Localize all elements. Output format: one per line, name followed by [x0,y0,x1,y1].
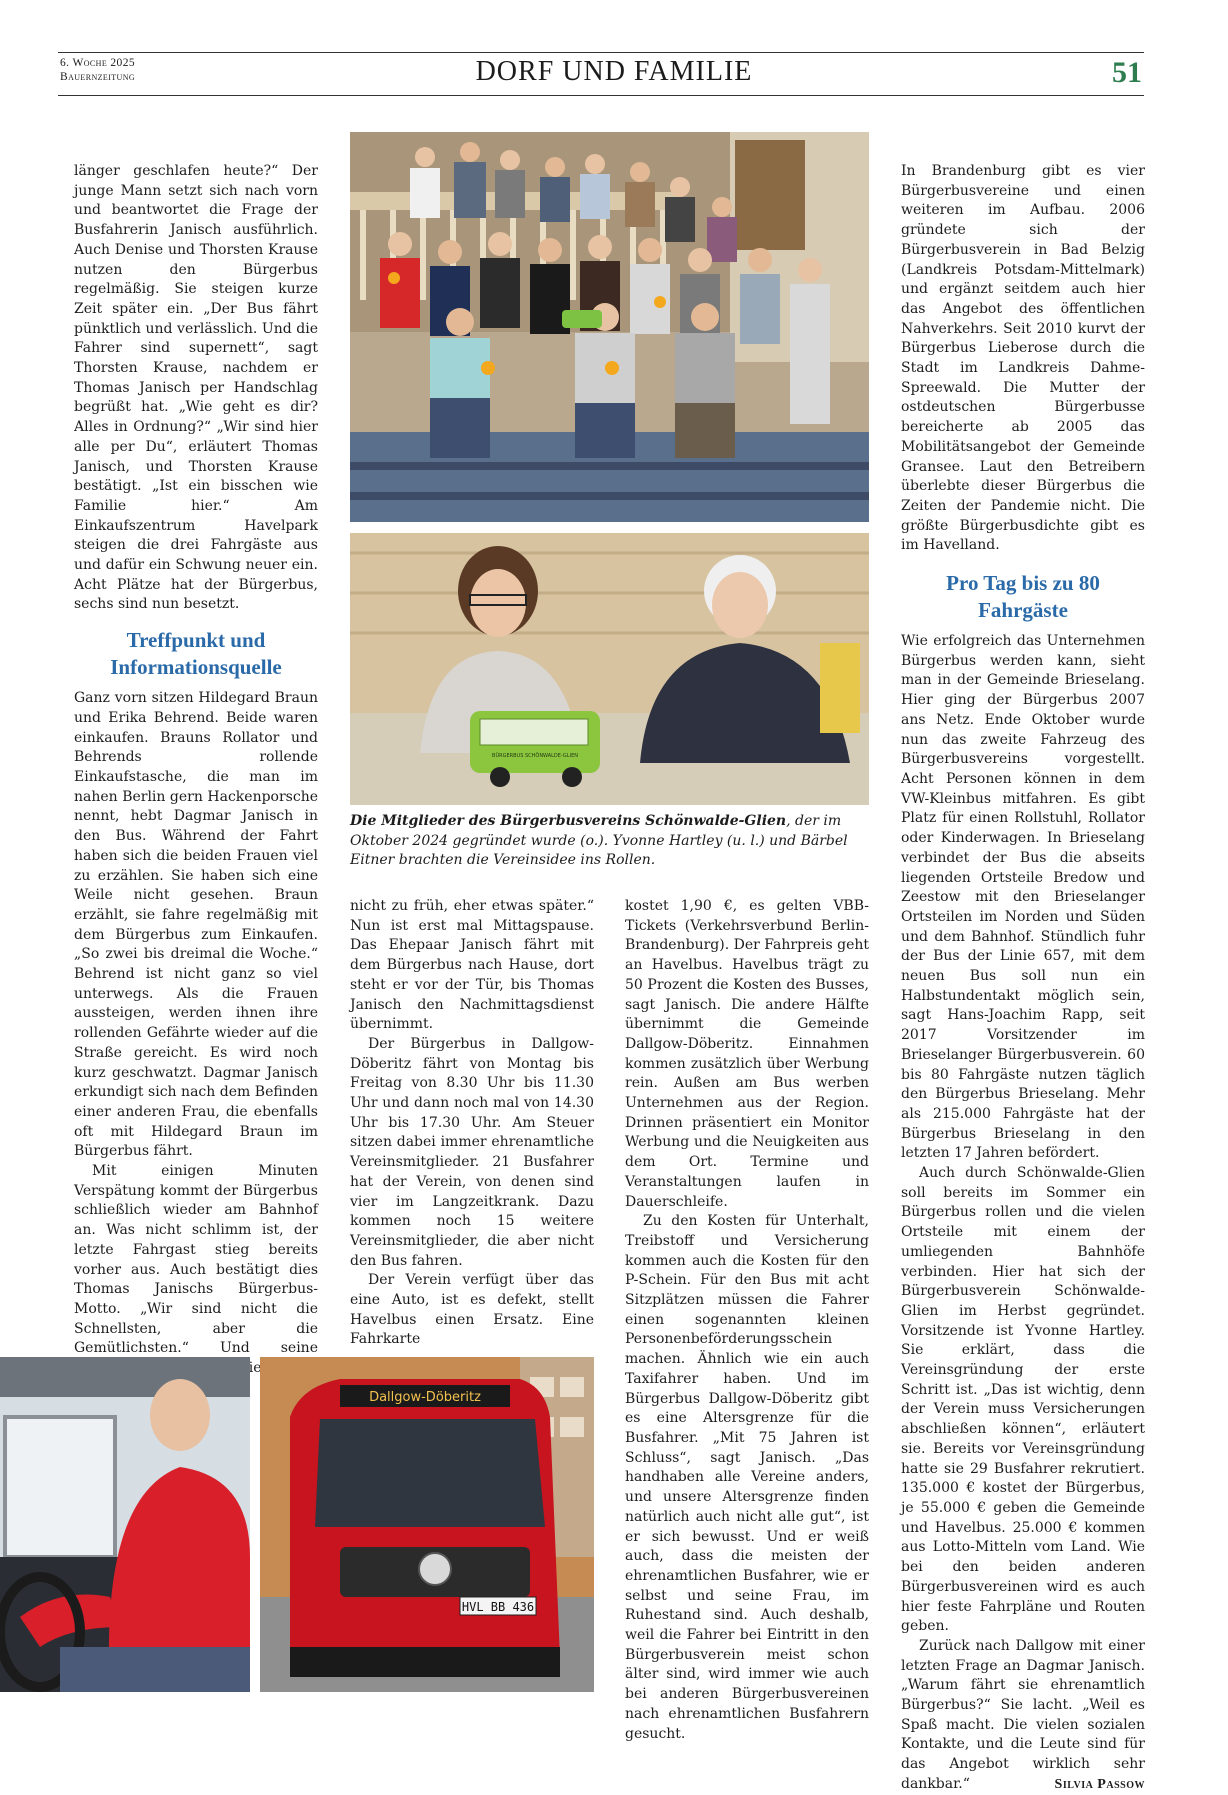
header-top-rule [58,52,1144,53]
founders-photo [350,533,869,805]
model-bus-label: BÜRGERBUS SCHÖNWALDE-GLIEN [492,753,578,759]
group-photo [350,132,869,522]
bus-photo [260,1357,594,1692]
col4-para-1: In Brandenburg gibt es vier Bürgerbusvereine und einen weiteren im Aufbau. 2006 gründete sich der Bürgerbusverein in Bad Belzig (Landkreis Potsdam-Mittelmark) und ergänzt seitdem auch hier das Angebot des öffentlichen Nahverkehrs. Seit 2010 kurvt der Bürgerbus Lieberose durch die Stadt im Landkreis Dahme-Spreewald. Die Mutter der ostdeutschen Bürgerbusse bereicherte ab 2005 das Mobilitätsangebot der Gemeinde Gransee. Laut den Betreibern überlebte dieser Bürgerbus die Zeiten der Pandemie nicht. Die größte Bürgerbusdichte gibt es im Havelland. [901,163,1145,554]
column-4 [901,162,1145,1795]
column-3 [625,897,869,1744]
photo-caption [350,812,870,871]
col3-para-2: Zu den Kosten für Unterhalt, Treibstoff und Versicherung kommen auch die Kosten für den P-Schein. Für den Bus mit acht Sitzplätzen müssen die Fahrer einen sogenannten kleinen Personenbeförderungsschein machen. Ähnlich wie ein auch Taxifahrer haben. Und im Bürgerbus Dallgow-Döberitz gibt es eine Altersgrenze für die Busfahrer. „Mit 75 Jahren ist Schluss“, sagt Janisch. „Das handhaben alle Vereine anders, und unsere Altersgrenze finden natürlich auch nicht alle gut“, ist er sich bewusst. Und er weiß auch, dass die meisten der ehrenamtlichen Busfahrer, wie er selbst und seine Frau, im Ruhestand sind. Auch deshalb, weil die Fahrer bei Eintritt in den Bürgerbusverein meist schon älter sind, wird immer wie auch bei anderen Bürgerbusvereinen nach ehrenamtlichen Busfahrern gesucht. [625,1213,869,1742]
author-byline: Silvia Passow [1054,1776,1145,1792]
driver-photo [0,1357,250,1692]
col1-para-1: länger geschlafen heute?“ Der junge Mann setzt sich nach vorn und beantwortet die Frage der Busfahrerin Janisch ausführlich. Auch Denise und Thorsten Krause nutzen den Bürgerbus regelmäßig. Sie steigen kurze Zeit später ein. „Der Bus fährt pünktlich und verlässlich. Und die Fahrer sind supernett“, sagt Thorsten Krause, nachdem er Thomas Janisch per Handschlag begrüßt hat. „Wie geht es dir? Alles in Ordnung?“ „Wir sind hier alle per Du“, erläutert Thomas Janisch, und Thorsten Krause bestätigt. „Ist ein bisschen wie Familie hier.“ Am Einkaufszentrum Havelpark steigen die drei Fahrgäste aus und dafür ein Schwung neuer ein. Acht Plätze hat der Bürgerbus, sechs sind nun besetzt. [74,163,318,613]
caption-rest: , der im Oktober 2024 gegründet wurde (o.). Yvonne Hartley (u. l.) und Bärbel Eitner brachten die Vereinsidee ins Rollen. [350,813,848,868]
col4-para-2: Wie erfolgreich das Unternehmen Bürgerbus werden kann, sieht man in der Gemeinde Brieselang. Hier ging der Bürgerbus 2007 ans Netz. Ende Oktober wurde nun das zweite Fahrzeug des Bürgerbusvereins vorgestellt. Acht Personen können in dem VW-Kleinbus mitfahren. Es gibt Platz für einen Rollstuhl, Rollator oder Kinderwagen. In Brieselang verbindet der Bus die abseits liegenden Ortsteile Bredow und Zeestow mit den Brieselanger Ortsteilen im Norden und Süden und dem Bahnhof. Stündlich fuhr der Bus der Linie 657, mit dem neuen Bus soll nun ein Halbstundentakt möglich sein, sagt Hans-Joachim Rapp, seit 2017 Vorsitzender im Brieselanger Bürgerbusverein. 60 bis 80 Fahrgäste nutzen täglich den Bürgerbus Brieselang. Mehr als 215.000 Fahrgäste hat der Bürgerbus Brieselang in den letzten 17 Jahren befördert. [901,633,1145,1162]
subhead-treffpunkt: Treffpunkt und Informationsquelle [110,628,282,680]
col4-para-3: Auch durch Schönwalde-Glien soll bereits im Sommer ein Bürgerbus rollen und die vielen Ortsteile mit einem der umliegenden Bahnhöfe verbinden. Hier hat sich der Bürgerbusverein Schönwalde-Glien im Herbst gegründet. Vorsitzende ist Yvonne Hartley. Sie erklärt, dass die Vereinsgründung der erste Schritt ist. „Das ist wichtig, denn der Verein muss Versicherungen abschließen können“, erläutert sie. Bereits vor Vereinsgründung hatte sie 29 Busfahrer rekrutiert. 135.000 € kostet der Bürgerbus, je 55.000 € geben die Gemeinde und Havelbus. 25.000 € kommen aus Lotto-Mitteln vom Land. Wie bei den beiden anderen Bürgerbusvereinen wird es auch hier feste Fahrpläne und Routen geben. [901,1165,1145,1635]
page-number: 51 [1112,56,1142,89]
bus-license-plate: HVL BB 436 [461,1600,535,1614]
bus-destination-sign: Dallgow-Döberitz [369,1390,481,1405]
column-2 [350,897,594,1350]
header-bottom-rule [58,95,1144,96]
section-title: DORF UND FAMILIE [475,56,753,87]
subhead-pro-tag: Pro Tag bis zu 80 Fahrgäste [946,571,1100,623]
col2-para-2: Der Bürgerbus in Dallgow-Döberitz fährt von Montag bis Freitag von 8.30 Uhr bis 11.30 Uhr und dann noch mal von 14.30 Uhr bis 17.30 Uhr. Am Steuer sitzen dabei immer ehrenamtliche Vereinsmitglieder. 21 Busfahrer hat der Verein, von denen sind vier im Langzeitkrank. Dazu kommen noch 15 weitere Vereinsmitglieder, die aber nicht den Bus fahren. [350,1035,594,1269]
col4-para-4-text: Zurück nach Dallgow mit einer letzten Frage an Dagmar Janisch. „Warum fährt sie ehrenamtlich Bürgerbus?“ Sie lacht. „Weil es Spaß macht. Die vielen sozialen Kontakte, und die Leute sind für das Angebot wirklich sehr dankbar.“ [901,1637,1145,1792]
col2-para-3: Der Verein verfügt über das eine Auto, ist es defekt, stellt Havelbus einen Ersatz. Eine Fahrkarte [350,1272,594,1348]
col3-para-1: kostet 1,90 €, es gelten VBB-Tickets (Verkehrsverbund Berlin-Brandenburg). Der Fahrpreis geht an Havelbus. Havelbus trägt zu 50 Prozent die Kosten des Busses, sagt Janisch. Die andere Hälfte übernimmt die Gemeinde Dallgow-Döberitz. Einnahmen kommen zusätzlich über Werbung rein. Außen am Bus werben Unternehmen aus der Region. Drinnen präsentiert ein Monitor Werbung und die Neuigkeiten aus dem Ort. Termine und Veranstaltungen laufen in Dauerschleife. [625,898,870,1210]
week-label: 6. Woche 2025 [60,57,135,69]
col2-para-1: nicht zu früh, eher etwas später.“ Nun ist erst mal Mittagspause. Das Ehepaar Janisch fährt mit dem Bürgerbus nach Hause, dort steht er vor der Tür, bis Thomas Janisch den Nachmittagsdienst übernimmt. [350,898,594,1033]
caption-bold: Die Mitglieder des Bürgerbusvereins Schönwalde-Glien [350,813,787,829]
col1-para-3: Mit einigen Minuten Verspätung kommt der Bürgerbus schließlich wieder am Bahnhof an. Was nicht schlimm ist, der letzte Fahrgast stieg bereits vorher aus. Auch bestätigt dies Thomas Janischs Bürgerbus-Motto. „Wir sind nicht die Schnellsten, aber die Gemütlichsten.“ Und seine [74,1163,318,1357]
paper-label: Bauernzeitung [60,71,136,83]
column-1 [74,162,318,1398]
col1-para-2: Ganz vorn sitzen Hildegard Braun und Erika Behrend. Beide waren einkaufen. Brauns Rollator und Behrends rollende Einkaufstasche, die man im nahen Berlin gern Hackenporsche nennt, hebt Dagmar Janisch in den Bus. Während der Fahrt haben sich die beiden Frauen viel zu erzählen. Sie haben sich eine Weile nicht gesehen. Braun erzählt, sie fahre regelmäßig mit dem Bürgerbus zum Einkaufen. „So zwei bis dreimal die Woche.“ Behrend ist nicht ganz so viel unterwegs. Als die Frauen aussteigen, werden ihnen ihre rollenden Gefährte wieder auf die Straße gereicht. Es wird noch kurz geschwatzt. Dagmar Janisch erkundigt sich nach dem Befinden einer anderen Frau, die ebenfalls oft mit Hildegard Braun im Bürgerbus fährt. [74,690,318,1160]
col4-para-4 [901,1637,1145,1795]
